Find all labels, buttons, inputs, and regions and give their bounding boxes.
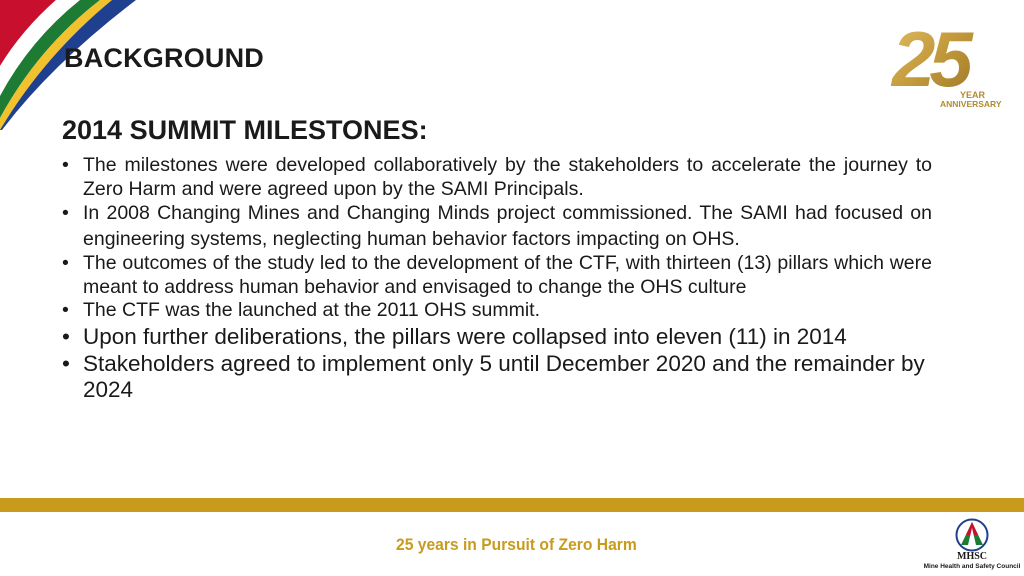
milestone-bullet-list — [62, 154, 932, 403]
mhsc-abbreviation: MHSC — [957, 551, 987, 562]
mhsc-emblem-icon — [952, 518, 992, 552]
footer-gold-bar — [0, 498, 1024, 512]
logo-anniversary-label: ANNIVERSARY — [940, 99, 1002, 109]
mhsc-full-name: Mine Health and Safety Council — [923, 563, 1021, 570]
slide-subheading: 2014 SUMMIT MILESTONES: — [62, 115, 428, 145]
logo-number: 25 — [892, 18, 967, 103]
bullet-item: • The CTF was the launched at the 2011 OHS summit. — [62, 299, 932, 323]
bullet-item: • The outcomes of the study led to the development of the CTF, with thirteen (13) pillars which were meant to address human behavior and envisaged to change the OHS culture — [62, 252, 932, 299]
bullet-item: • In 2008 Changing Mines and Changing Minds project commissioned. The SAMI had focused on engineering systems, neglecting human behavior factors impacting on OHS. — [62, 201, 932, 252]
bullet-item: • Upon further deliberations, the pillars were collapsed into eleven (11) in 2014 — [62, 324, 932, 350]
footer-tagline: 25 years in Pursuit of Zero Harm — [396, 535, 637, 554]
slide-heading: BACKGROUND — [64, 43, 264, 73]
mhsc-logo — [922, 518, 1022, 574]
bullet-item: • Stakeholders agreed to implement only 5 until December 2020 and the remainder by 2024 — [62, 351, 932, 403]
bullet-item: • The milestones were developed collaboratively by the stakeholders to accelerate the journey to Zero Harm and were agreed upon by the SAMI Principals. — [62, 154, 932, 201]
logo-year-label: YEAR — [960, 90, 986, 100]
anniversary-25-logo — [890, 18, 1008, 110]
